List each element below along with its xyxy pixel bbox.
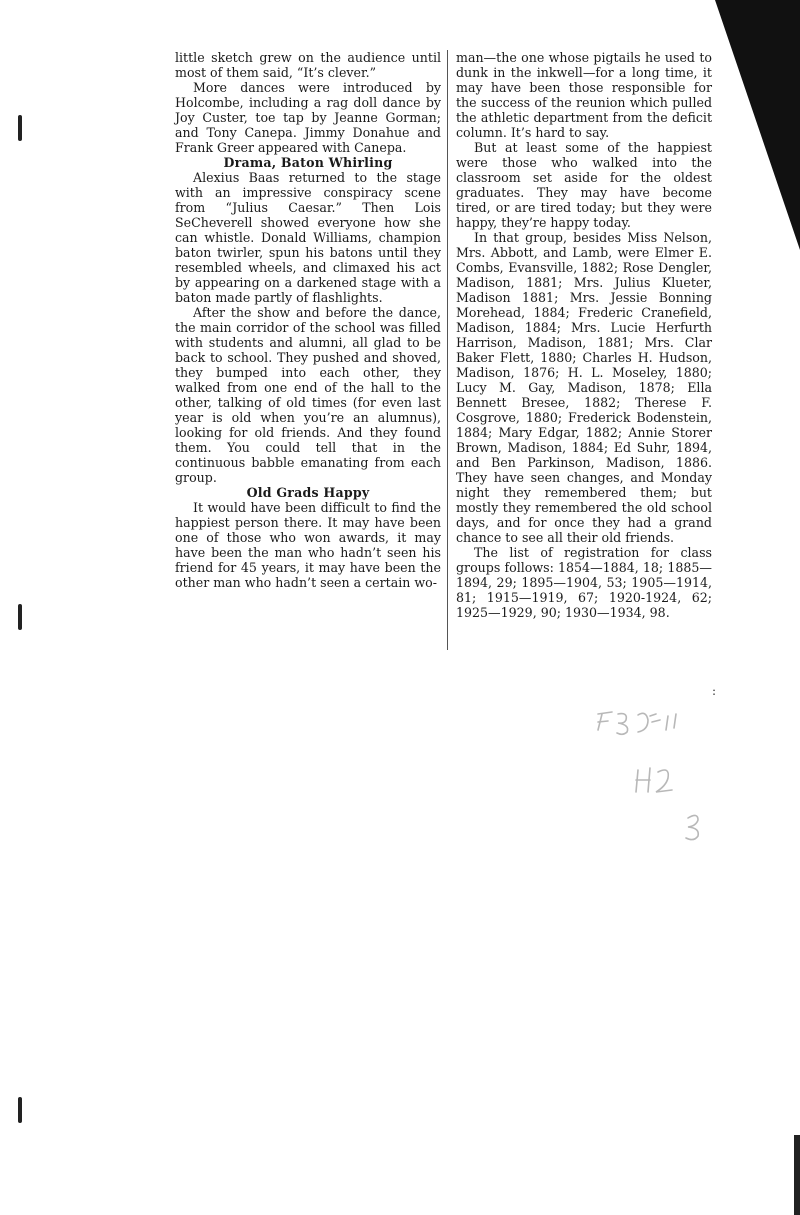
binder-hole-mark <box>18 115 22 141</box>
paragraph: In that group, besides Miss Nelson, Mrs. Abbott, and Lamb, were Elmer E. Combs, Evansville, 1882; Rose Dengler, Madison, 1881; Mrs. Julius Klueter, Madison 1881; Mrs. Jessie Bonning Morehead, 1884; Frederic Cranefield, Madison, 1884; Mrs. Lucie Herfurth Harrison, Madison, 1881; Mrs. Clar Baker Flett, 1880; Charles H. Hudson, Madison, 1876; H. L. Moseley, 1880; Lucy M. Gay, Madison, 1878; Ella Bennett Bresee, 1882; Therese F. Cosgrove, 1880; Frederick Bodenstein, 1884; Mary Edgar, 1882; Annie Storer Brown, Madison, 1884; Ed Suhr, 1894, and Ben Parkinson, Madison, 1886. They have seen changes, and Monday night they remembered them; but mostly they remembered the old school days, and for once they had a grand chance to see all their old friends. <box>456 230 712 545</box>
paragraph: It would have been difficult to find the happiest person there. It may have been one of those who won awards, it may have been the man who hadn’t seen his friend for 45 years, it may have been the other man who hadn’t seen a certain wo- <box>175 500 441 590</box>
scan-edge-shadow <box>794 1135 800 1215</box>
margin-dots: : <box>712 684 717 698</box>
article-left-column <box>175 50 441 590</box>
section-heading: Drama, Baton Whirling <box>223 155 393 170</box>
paragraph: The list of registration for class groups follows: 1854—1884, 18; 1885—1894, 29; 1895—1904, 53; 1905—1914, 81; 1915—1919, 67; 1920-1924, 62; 1925—1929, 90; 1930—1934, 98. <box>456 545 712 620</box>
section-heading: Old Grads Happy <box>246 485 370 500</box>
article-right-column <box>456 50 712 620</box>
binder-hole-mark <box>18 604 22 630</box>
column-divider <box>447 50 448 650</box>
binder-hole-mark <box>18 1097 22 1123</box>
scan-corner-shadow <box>715 0 800 250</box>
paragraph: man—the one whose pigtails he used to dunk in the inkwell—for a long time, it may have been those responsible for the success of the reunion which pulled the athletic department from the deficit column. It’s hard to say. <box>456 50 712 140</box>
pencil-annotation-icon <box>590 700 720 850</box>
paragraph: But at least some of the happiest were those who walked into the classroom set aside for the oldest graduates. They may have become tired, or are tired today; but they were happy, they’re happy today. <box>456 140 712 230</box>
paragraph: After the show and before the dance, the main corridor of the school was filled with students and alumni, all glad to be back to school. They pushed and shoved, they bumped into each other, they walked from one end of the hall to the other, talking of old times (for even last year is old when you’re an alumnus), looking for old friends. And they found them. You could tell that in the continuous babble emanating from each group. <box>175 305 441 485</box>
paragraph: little sketch grew on the audience until most of them said, “It’s clever.” <box>175 50 441 80</box>
paragraph: More dances were introduced by Holcombe, including a rag doll dance by Joy Custer, toe tap by Jeanne Gorman; and Tony Canepa. Jimmy Donahue and Frank Greer appeared with Canepa. <box>175 80 441 155</box>
paragraph: Alexius Baas returned to the stage with an impressive conspiracy scene from “Julius Caesar.” Then Lois SeCheverell showed everyone how she can whistle. Donald Williams, champion baton twirler, spun his batons until they resembled wheels, and climaxed his act by appearing on a darkened stage with a baton made partly of flashlights. <box>175 170 441 305</box>
